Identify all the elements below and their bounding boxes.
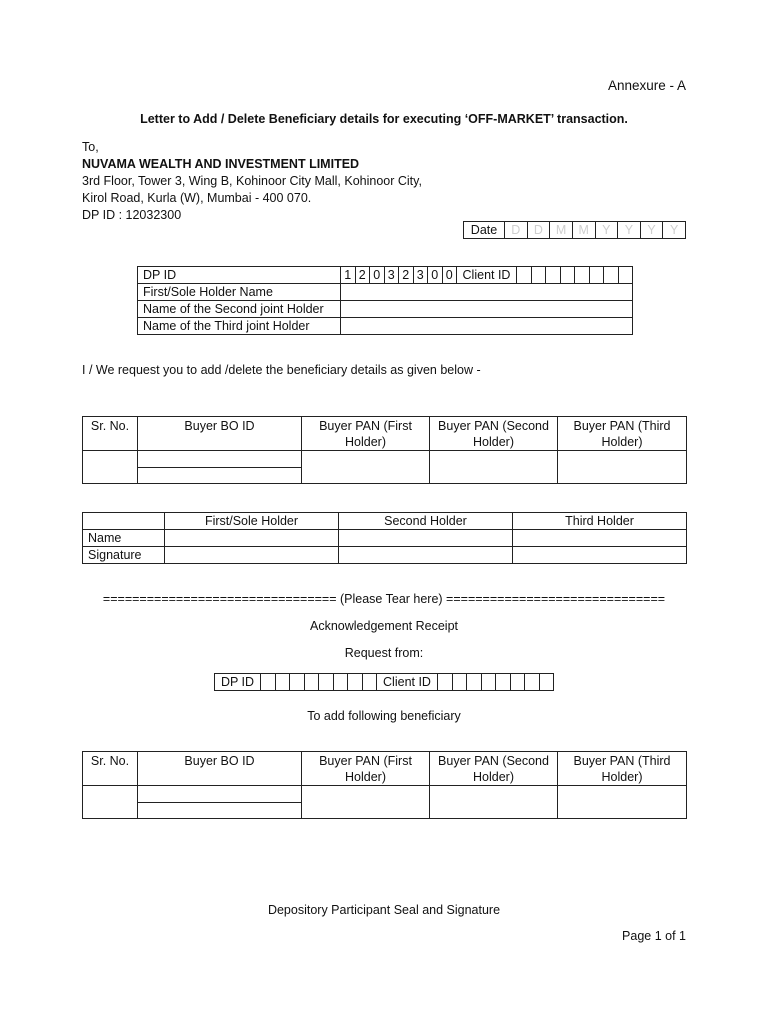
col-header-pan-third: Buyer PAN (Third Holder): [558, 417, 687, 451]
buyer-bo-id-grid[interactable]: [138, 451, 302, 484]
ack-dp-id-digit-field[interactable]: [362, 674, 377, 691]
ack-dp-id-digit-field[interactable]: [304, 674, 319, 691]
col-header-buyer-bo-id: Buyer BO ID: [138, 417, 302, 451]
name-row-label: Name: [83, 530, 165, 547]
address-line-2: Kirol Road, Kurla (W), Mumbai - 400 070.: [82, 191, 312, 205]
dp-id-digit: 0: [442, 267, 457, 284]
col-header-pan-first: Buyer PAN (First Holder): [302, 417, 430, 451]
ack-dp-id-digit-field[interactable]: [319, 674, 334, 691]
ack-client-id-digit-field[interactable]: [539, 674, 554, 691]
dp-seal-signature-label: Depository Participant Seal and Signature: [267, 903, 501, 917]
client-id-label: Client ID: [457, 267, 517, 284]
ack-client-id-digit-field[interactable]: [467, 674, 482, 691]
date-digit-field[interactable]: M: [550, 222, 573, 239]
ack-pan-second-field[interactable]: [430, 786, 558, 819]
date-digit-field[interactable]: Y: [640, 222, 663, 239]
date-digit-field[interactable]: D: [527, 222, 550, 239]
dp-id-label: DP ID: [138, 267, 341, 284]
ack-dp-id-label: DP ID: [215, 674, 261, 691]
ack-col-header-pan-second: Buyer PAN (Second Holder): [430, 752, 558, 786]
ack-client-id-digit-field[interactable]: [452, 674, 467, 691]
dp-id-digit: 1: [341, 267, 356, 284]
page-number: Page 1 of 1: [622, 929, 686, 943]
third-holder-name-label: Name of the Third joint Holder: [138, 318, 341, 335]
pan-third-field[interactable]: [558, 451, 687, 484]
ack-col-header-pan-first: Buyer PAN (First Holder): [302, 752, 430, 786]
dp-id-digit: 2: [399, 267, 414, 284]
holder-details-table: [137, 266, 633, 335]
dp-id-text: DP ID : 12032300: [82, 208, 182, 222]
address-block: [82, 139, 422, 224]
pan-second-field[interactable]: [430, 451, 558, 484]
dp-id-digit: 3: [413, 267, 428, 284]
third-holder-name-input[interactable]: [513, 530, 687, 547]
ack-buyer-bo-id-grid[interactable]: [138, 786, 302, 819]
ack-dp-id-digit-field[interactable]: [261, 674, 276, 691]
date-digit-field[interactable]: M: [572, 222, 595, 239]
col-header-third-holder: Third Holder: [513, 513, 687, 530]
dp-id-digit: 0: [370, 267, 385, 284]
dp-id-digit: 2: [355, 267, 370, 284]
second-holder-signature[interactable]: [339, 547, 513, 564]
date-digit-field[interactable]: Y: [595, 222, 618, 239]
first-holder-signature[interactable]: [165, 547, 339, 564]
client-id-digit-field[interactable]: [575, 267, 590, 284]
first-holder-name-field[interactable]: [341, 284, 633, 301]
first-holder-name-input[interactable]: [165, 530, 339, 547]
ack-title: Acknowledgement Receipt: [310, 619, 458, 633]
ack-client-id-digit-field[interactable]: [438, 674, 453, 691]
ack-beneficiary-table: [82, 751, 687, 819]
col-header-second-holder: Second Holder: [339, 513, 513, 530]
dp-id-digit: 3: [384, 267, 399, 284]
ack-dp-id-digit-field[interactable]: [333, 674, 348, 691]
first-holder-name-label: First/Sole Holder Name: [138, 284, 341, 301]
date-digit-field[interactable]: D: [505, 222, 528, 239]
date-box: [463, 221, 686, 239]
client-id-digit-field[interactable]: [589, 267, 604, 284]
client-id-digit-field[interactable]: [604, 267, 619, 284]
ack-col-header-buyer-bo-id: Buyer BO ID: [138, 752, 302, 786]
signature-table: [82, 512, 687, 564]
address-to: To,: [82, 140, 99, 154]
request-from-label: Request from:: [344, 646, 424, 660]
date-digit-field[interactable]: Y: [663, 222, 686, 239]
ack-dp-id-digit-field[interactable]: [290, 674, 305, 691]
address-line-1: 3rd Floor, Tower 3, Wing B, Kohinoor City Mall, Kohinoor City,: [82, 174, 422, 188]
dp-id-digit: 0: [428, 267, 443, 284]
client-id-digit-field[interactable]: [531, 267, 546, 284]
ack-col-header-sr-no: Sr. No.: [83, 752, 138, 786]
third-holder-name-field[interactable]: [341, 318, 633, 335]
second-holder-name-input[interactable]: [339, 530, 513, 547]
ack-client-id-digit-field[interactable]: [525, 674, 540, 691]
pan-first-field[interactable]: [302, 451, 430, 484]
ack-sr-no-field[interactable]: [83, 786, 138, 819]
client-id-digit-field[interactable]: [618, 267, 633, 284]
to-add-label: To add following beneficiary: [307, 709, 461, 723]
ack-pan-third-field[interactable]: [558, 786, 687, 819]
ack-pan-first-field[interactable]: [302, 786, 430, 819]
ack-client-id-digit-field[interactable]: [510, 674, 525, 691]
ack-dp-id-digit-field[interactable]: [348, 674, 363, 691]
second-holder-name-field[interactable]: [341, 301, 633, 318]
ack-id-strip: [214, 673, 554, 691]
second-holder-name-label: Name of the Second joint Holder: [138, 301, 341, 318]
tear-line: ================================ (Please Tear here) ==============================: [102, 592, 666, 606]
beneficiary-table: [82, 416, 687, 484]
client-id-digit-field[interactable]: [546, 267, 561, 284]
col-header-sr-no: Sr. No.: [83, 417, 138, 451]
letter-title: Letter to Add / Delete Beneficiary details for executing ‘OFF-MARKET’ transaction.: [140, 112, 628, 126]
third-holder-signature[interactable]: [513, 547, 687, 564]
signature-row-label: Signature: [83, 547, 165, 564]
request-text: I / We request you to add /delete the beneficiary details as given below -: [82, 363, 481, 377]
ack-dp-id-digit-field[interactable]: [275, 674, 290, 691]
annexure-label: Annexure - A: [607, 78, 686, 93]
ack-client-id-label: Client ID: [377, 674, 438, 691]
col-header-pan-second: Buyer PAN (Second Holder): [430, 417, 558, 451]
sr-no-field[interactable]: [83, 451, 138, 484]
date-label: Date: [464, 222, 505, 239]
company-name: NUVAMA WEALTH AND INVESTMENT LIMITED: [82, 157, 360, 171]
ack-client-id-digit-field[interactable]: [481, 674, 496, 691]
date-digit-field[interactable]: Y: [618, 222, 641, 239]
ack-col-header-pan-third: Buyer PAN (Third Holder): [558, 752, 687, 786]
client-id-digit-field[interactable]: [560, 267, 575, 284]
ack-client-id-digit-field[interactable]: [496, 674, 511, 691]
col-header-first-holder: First/Sole Holder: [165, 513, 339, 530]
client-id-digit-field[interactable]: [517, 267, 532, 284]
